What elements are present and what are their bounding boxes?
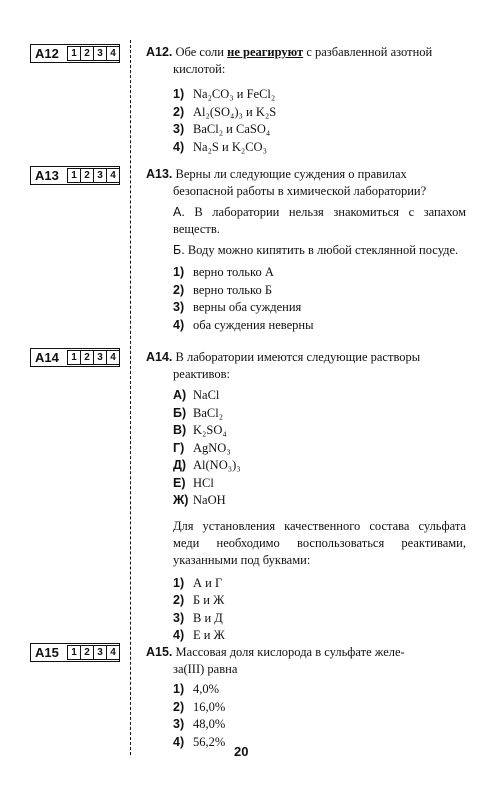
option-text: Al₂(SO₄)₃ и K₂S bbox=[193, 104, 277, 119]
reagent-letter: Г) bbox=[173, 440, 185, 455]
task-a14 bbox=[146, 349, 466, 645]
reagent bbox=[146, 475, 466, 493]
option[interactable] bbox=[146, 699, 466, 717]
task-a15 bbox=[146, 644, 466, 751]
options-list bbox=[146, 681, 466, 751]
task-number: A14. bbox=[146, 350, 173, 364]
answer-cell-4[interactable]: 4 bbox=[106, 645, 120, 660]
reagent-formula: NaOH bbox=[193, 493, 226, 507]
option-number: 3) bbox=[173, 610, 185, 625]
reagent-formula: Al(NO₃)₃ bbox=[193, 458, 241, 472]
option-text: Е и Ж bbox=[193, 628, 225, 642]
option-text: Na₂S и K₂CO₃ bbox=[193, 139, 267, 154]
stem-text: с разбавленной азотной bbox=[306, 45, 433, 59]
option-text: верно только Б bbox=[193, 282, 273, 297]
option-number: 1) bbox=[173, 265, 185, 279]
option-text: 4,0% bbox=[193, 682, 220, 696]
reagent-letter: Ж) bbox=[173, 493, 189, 507]
option[interactable] bbox=[146, 86, 466, 104]
stem-text: Обе соли bbox=[175, 45, 224, 59]
task-stem bbox=[146, 349, 466, 383]
answer-cell-1[interactable]: 1 bbox=[67, 46, 81, 61]
task-number: A13. bbox=[146, 167, 173, 181]
option-number: 1) bbox=[173, 682, 185, 696]
box-label: A12 bbox=[35, 46, 59, 61]
reagent-letter: А) bbox=[173, 388, 187, 402]
reagent-letter: В) bbox=[173, 423, 187, 437]
box-label: A14 bbox=[35, 350, 59, 365]
option-text: Б и Ж bbox=[193, 593, 225, 607]
option[interactable] bbox=[146, 734, 466, 752]
reagent bbox=[146, 387, 466, 405]
margin-divider bbox=[130, 40, 131, 755]
reagent-formula: HCl bbox=[193, 475, 214, 490]
reagents-list bbox=[146, 387, 466, 510]
options-list bbox=[146, 575, 466, 645]
option-text: 56,2% bbox=[193, 734, 226, 749]
reagent-formula: BaCl₂ bbox=[193, 405, 224, 420]
answer-cell-2[interactable]: 2 bbox=[80, 168, 94, 183]
reagent bbox=[146, 457, 466, 475]
task-a13 bbox=[146, 166, 466, 334]
option[interactable] bbox=[146, 104, 466, 122]
answer-cell-1[interactable]: 1 bbox=[67, 645, 81, 660]
answer-cell-3[interactable]: 3 bbox=[93, 168, 107, 183]
box-label: A15 bbox=[35, 645, 59, 660]
answer-cell-2[interactable]: 2 bbox=[80, 645, 94, 660]
option-number: 2) bbox=[173, 282, 185, 297]
option-number: 4) bbox=[173, 139, 185, 154]
option-text: 48,0% bbox=[193, 717, 226, 731]
option[interactable] bbox=[146, 317, 466, 335]
option-text: верны оба суждения bbox=[193, 300, 302, 314]
answer-cell-1[interactable]: 1 bbox=[67, 350, 81, 365]
reagent-letter: Б) bbox=[173, 405, 187, 420]
reagent bbox=[146, 440, 466, 458]
answer-cell-3[interactable]: 3 bbox=[93, 46, 107, 61]
option-text: BaCl₂ и CaSO₄ bbox=[193, 122, 271, 136]
option-number: 4) bbox=[173, 734, 185, 749]
answer-cell-3[interactable]: 3 bbox=[93, 350, 107, 365]
option-number: 3) bbox=[173, 300, 185, 314]
stem-text: В лаборатории имеются следующие растворы bbox=[175, 350, 421, 364]
option-number: 2) bbox=[173, 699, 185, 714]
option[interactable] bbox=[146, 121, 466, 139]
option-number: 2) bbox=[173, 593, 185, 607]
answer-cell-4[interactable]: 4 bbox=[106, 46, 120, 61]
statement-text: В лаборатории нельзя знакомиться с запахом веществ. bbox=[173, 205, 466, 236]
option-number: 1) bbox=[173, 87, 185, 101]
statement-letter: Б. bbox=[173, 243, 185, 257]
answer-box-a12 bbox=[30, 44, 120, 63]
stem-continuation: безопасной работы в химической лаборатории? bbox=[173, 184, 427, 198]
reagent-letter: Е) bbox=[173, 475, 186, 490]
option[interactable] bbox=[146, 681, 466, 699]
task-stem bbox=[146, 166, 466, 200]
option[interactable] bbox=[146, 627, 466, 645]
statement-b bbox=[146, 242, 466, 259]
answer-cell-3[interactable]: 3 bbox=[93, 645, 107, 660]
option-number: 3) bbox=[173, 122, 185, 136]
option[interactable] bbox=[146, 575, 466, 593]
page-number: 20 bbox=[234, 744, 249, 759]
option[interactable] bbox=[146, 264, 466, 282]
box-label: A13 bbox=[35, 168, 59, 183]
option[interactable] bbox=[146, 282, 466, 300]
stem-text: Массовая доля кислорода в сульфате желе- bbox=[175, 645, 405, 659]
task-number: A12. bbox=[146, 45, 173, 59]
option-number: 1) bbox=[173, 575, 185, 590]
statement-letter: А. bbox=[173, 205, 185, 219]
options-list bbox=[146, 86, 466, 156]
reagent bbox=[146, 422, 466, 440]
stem-continuation: кислотой: bbox=[173, 62, 226, 76]
option-text: 16,0% bbox=[193, 699, 226, 714]
reagent-formula: AgNO₃ bbox=[193, 440, 231, 455]
answer-cell-2[interactable]: 2 bbox=[80, 350, 94, 365]
option-text: верно только А bbox=[193, 265, 274, 279]
stem-continuation: за(III) равна bbox=[173, 662, 238, 676]
answer-cell-4[interactable]: 4 bbox=[106, 350, 120, 365]
answer-cell-4[interactable]: 4 bbox=[106, 168, 120, 183]
option-text: А и Г bbox=[193, 575, 223, 590]
reagent-formula: K₂SO₄ bbox=[193, 423, 227, 437]
option[interactable] bbox=[146, 139, 466, 157]
stem-emphasis: не реагируют bbox=[227, 45, 304, 59]
question-text: Для установления качественного состава сульфата меди необходимо воспользоваться реактивами, указанными под буквами: bbox=[173, 518, 466, 567]
task-stem bbox=[146, 44, 466, 78]
answer-box-a14 bbox=[30, 348, 120, 367]
task-number: A15. bbox=[146, 645, 173, 659]
statement-text: Воду можно кипятить в любой стеклянной посуде. bbox=[187, 243, 459, 257]
option[interactable] bbox=[146, 592, 466, 610]
task-a12 bbox=[146, 44, 466, 156]
answer-box-a13 bbox=[30, 166, 120, 185]
option-text: В и Д bbox=[193, 610, 223, 625]
reagent bbox=[146, 405, 466, 423]
answer-cell-2[interactable]: 2 bbox=[80, 46, 94, 61]
option-text: оба суждения неверны bbox=[193, 317, 314, 332]
task-stem bbox=[146, 644, 466, 678]
option-number: 2) bbox=[173, 104, 185, 119]
option-text: Na₂CO₃ и FeCl₂ bbox=[193, 87, 276, 101]
option-number: 3) bbox=[173, 717, 185, 731]
statement-a bbox=[146, 204, 466, 238]
stem-text: Верны ли следующие суждения о правилах bbox=[175, 167, 407, 181]
stem-continuation: реактивов: bbox=[173, 367, 231, 381]
option[interactable] bbox=[146, 610, 466, 628]
reagent-formula: NaCl bbox=[193, 388, 220, 402]
option-number: 4) bbox=[173, 628, 185, 642]
reagent bbox=[146, 492, 466, 510]
option-number: 4) bbox=[173, 317, 185, 332]
options-list bbox=[146, 264, 466, 334]
option[interactable] bbox=[146, 716, 466, 734]
answer-cell-1[interactable]: 1 bbox=[67, 168, 81, 183]
reagent-letter: Д) bbox=[173, 458, 187, 472]
option[interactable] bbox=[146, 299, 466, 317]
answer-box-a15 bbox=[30, 643, 120, 662]
